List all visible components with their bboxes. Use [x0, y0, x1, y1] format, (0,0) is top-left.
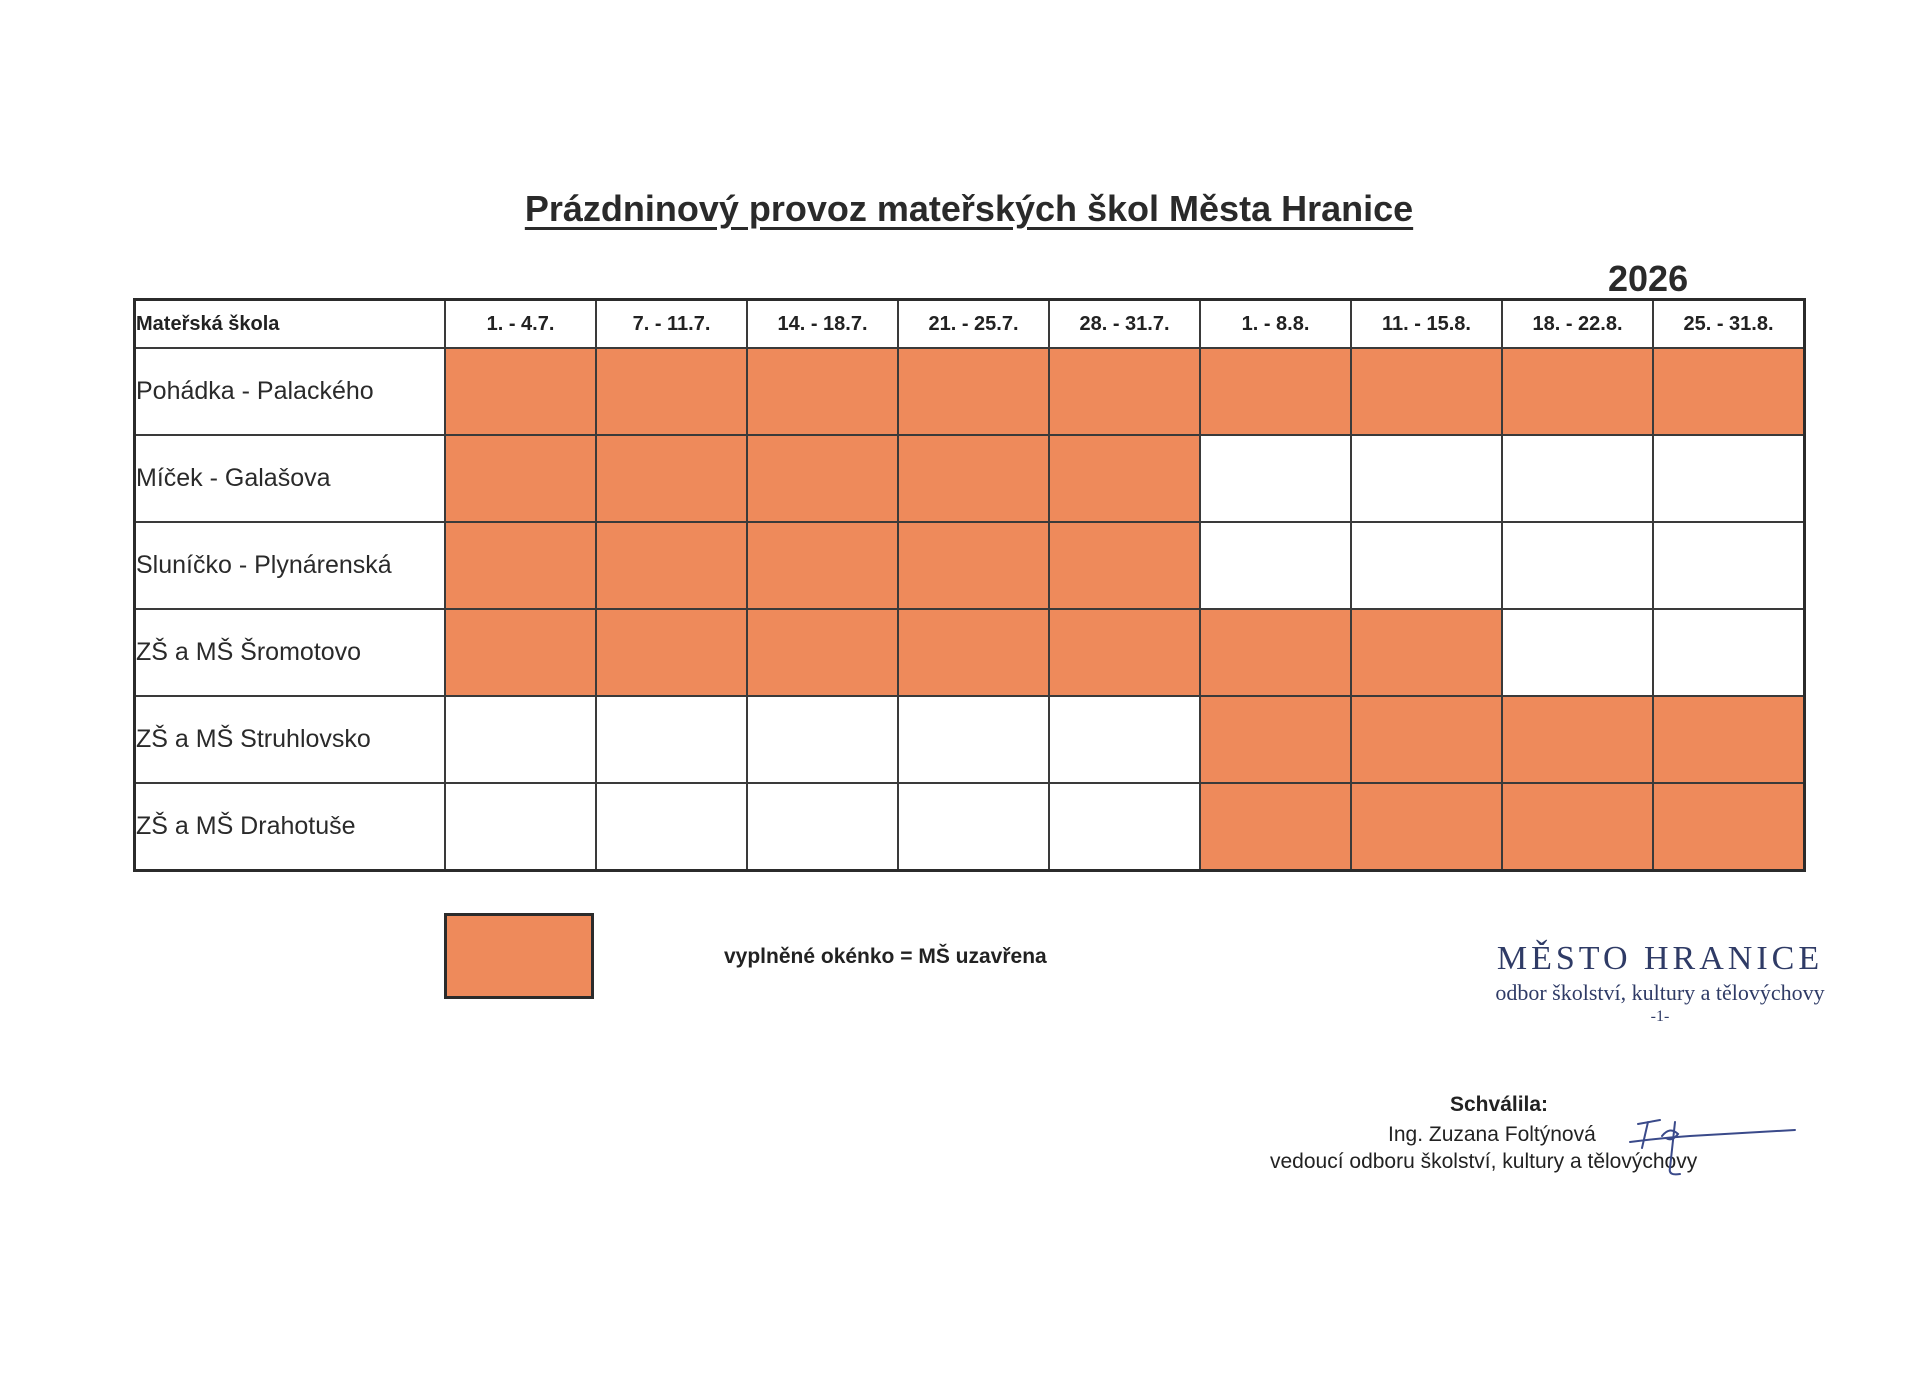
table-row: [135, 522, 1805, 609]
table-row: [135, 696, 1805, 783]
closed-cell: [1351, 609, 1502, 696]
open-cell: [1351, 435, 1502, 522]
open-cell: [898, 696, 1049, 783]
closed-cell: [1200, 348, 1351, 435]
closed-cell: [747, 348, 898, 435]
page-title: Prázdninový provoz mateřských škol Města Hranice: [524, 188, 1414, 229]
closed-cell: [898, 435, 1049, 522]
closed-cell: [445, 348, 596, 435]
approver-name: Ing. Zuzana Foltýnová: [1388, 1123, 1596, 1146]
open-cell: [1502, 609, 1653, 696]
legend-text: vyplněné okénko = MŠ uzavřena: [724, 945, 1047, 968]
stamp-department: odbor školství, kultury a tělovýchovy: [1495, 980, 1825, 1005]
closed-cell: [1351, 696, 1502, 783]
year-label: 2026: [1608, 258, 1689, 299]
table-row: [135, 783, 1805, 871]
closed-cell: [445, 522, 596, 609]
school-name-cell: Míček - Galašova: [135, 435, 446, 522]
closed-cell: [1200, 783, 1351, 871]
week-header: 28. - 31.7.: [1049, 300, 1200, 349]
closed-cell: [898, 609, 1049, 696]
page-number: -1-: [1650, 1008, 1670, 1025]
week-header: 21. - 25.7.: [898, 300, 1049, 349]
week-header: 7. - 11.7.: [596, 300, 747, 349]
week-header: 14. - 18.7.: [747, 300, 898, 349]
open-cell: [1502, 522, 1653, 609]
closed-cell: [1200, 609, 1351, 696]
header-row: [135, 300, 1805, 349]
closed-cell: [898, 348, 1049, 435]
open-cell: [445, 783, 596, 871]
week-header: 1. - 8.8.: [1200, 300, 1351, 349]
closed-cell: [1502, 348, 1653, 435]
closed-cell: [1502, 783, 1653, 871]
week-header: 11. - 15.8.: [1351, 300, 1502, 349]
closed-cell: [1200, 696, 1351, 783]
open-cell: [1049, 696, 1200, 783]
closed-cell: [1351, 348, 1502, 435]
schedule-body: [135, 348, 1805, 871]
school-name-cell: ZŠ a MŠ Šromotovo: [135, 609, 446, 696]
closed-cell: [1049, 522, 1200, 609]
stamp-name: MĚSTO HRANICE: [1496, 940, 1824, 977]
closed-cell: [1653, 783, 1805, 871]
legend-swatch: [444, 913, 594, 999]
approval-title: Schválila:: [1450, 1093, 1549, 1116]
closed-cell: [596, 522, 747, 609]
closed-cell: [596, 348, 747, 435]
open-cell: [1200, 522, 1351, 609]
closed-cell: [1653, 348, 1805, 435]
closed-cell: [747, 522, 898, 609]
schedule-table: [133, 298, 1806, 872]
table-row: [135, 609, 1805, 696]
open-cell: [1653, 435, 1805, 522]
school-column-header: Mateřská škola: [135, 300, 446, 349]
closed-cell: [1049, 435, 1200, 522]
open-cell: [1653, 609, 1805, 696]
open-cell: [1049, 783, 1200, 871]
closed-cell: [747, 435, 898, 522]
open-cell: [1351, 522, 1502, 609]
school-name-cell: Pohádka - Palackého: [135, 348, 446, 435]
open-cell: [596, 696, 747, 783]
week-header: 18. - 22.8.: [1502, 300, 1653, 349]
closed-cell: [1049, 348, 1200, 435]
closed-cell: [596, 609, 747, 696]
table-row: [135, 435, 1805, 522]
school-name-cell: Sluníčko - Plynárenská: [135, 522, 446, 609]
table-row: [135, 348, 1805, 435]
open-cell: [898, 783, 1049, 871]
open-cell: [747, 696, 898, 783]
open-cell: [1502, 435, 1653, 522]
week-header: 1. - 4.7.: [445, 300, 596, 349]
closed-cell: [596, 435, 747, 522]
closed-cell: [1351, 783, 1502, 871]
closed-cell: [445, 435, 596, 522]
closed-cell: [1653, 696, 1805, 783]
official-stamp: [1460, 940, 1860, 1026]
school-name-cell: ZŠ a MŠ Drahotuše: [135, 783, 446, 871]
open-cell: [1653, 522, 1805, 609]
school-name-cell: ZŠ a MŠ Struhlovsko: [135, 696, 446, 783]
signature-stroke: [1630, 1120, 1795, 1174]
week-header: 25. - 31.8.: [1653, 300, 1805, 349]
open-cell: [747, 783, 898, 871]
open-cell: [596, 783, 747, 871]
closed-cell: [445, 609, 596, 696]
closed-cell: [1502, 696, 1653, 783]
closed-cell: [1049, 609, 1200, 696]
open-cell: [445, 696, 596, 783]
open-cell: [1200, 435, 1351, 522]
approver-role: vedoucí odboru školství, kultury a tělovýchovy: [1270, 1150, 1698, 1173]
closed-cell: [747, 609, 898, 696]
signature-scribble: [1620, 1108, 1800, 1178]
closed-cell: [898, 522, 1049, 609]
